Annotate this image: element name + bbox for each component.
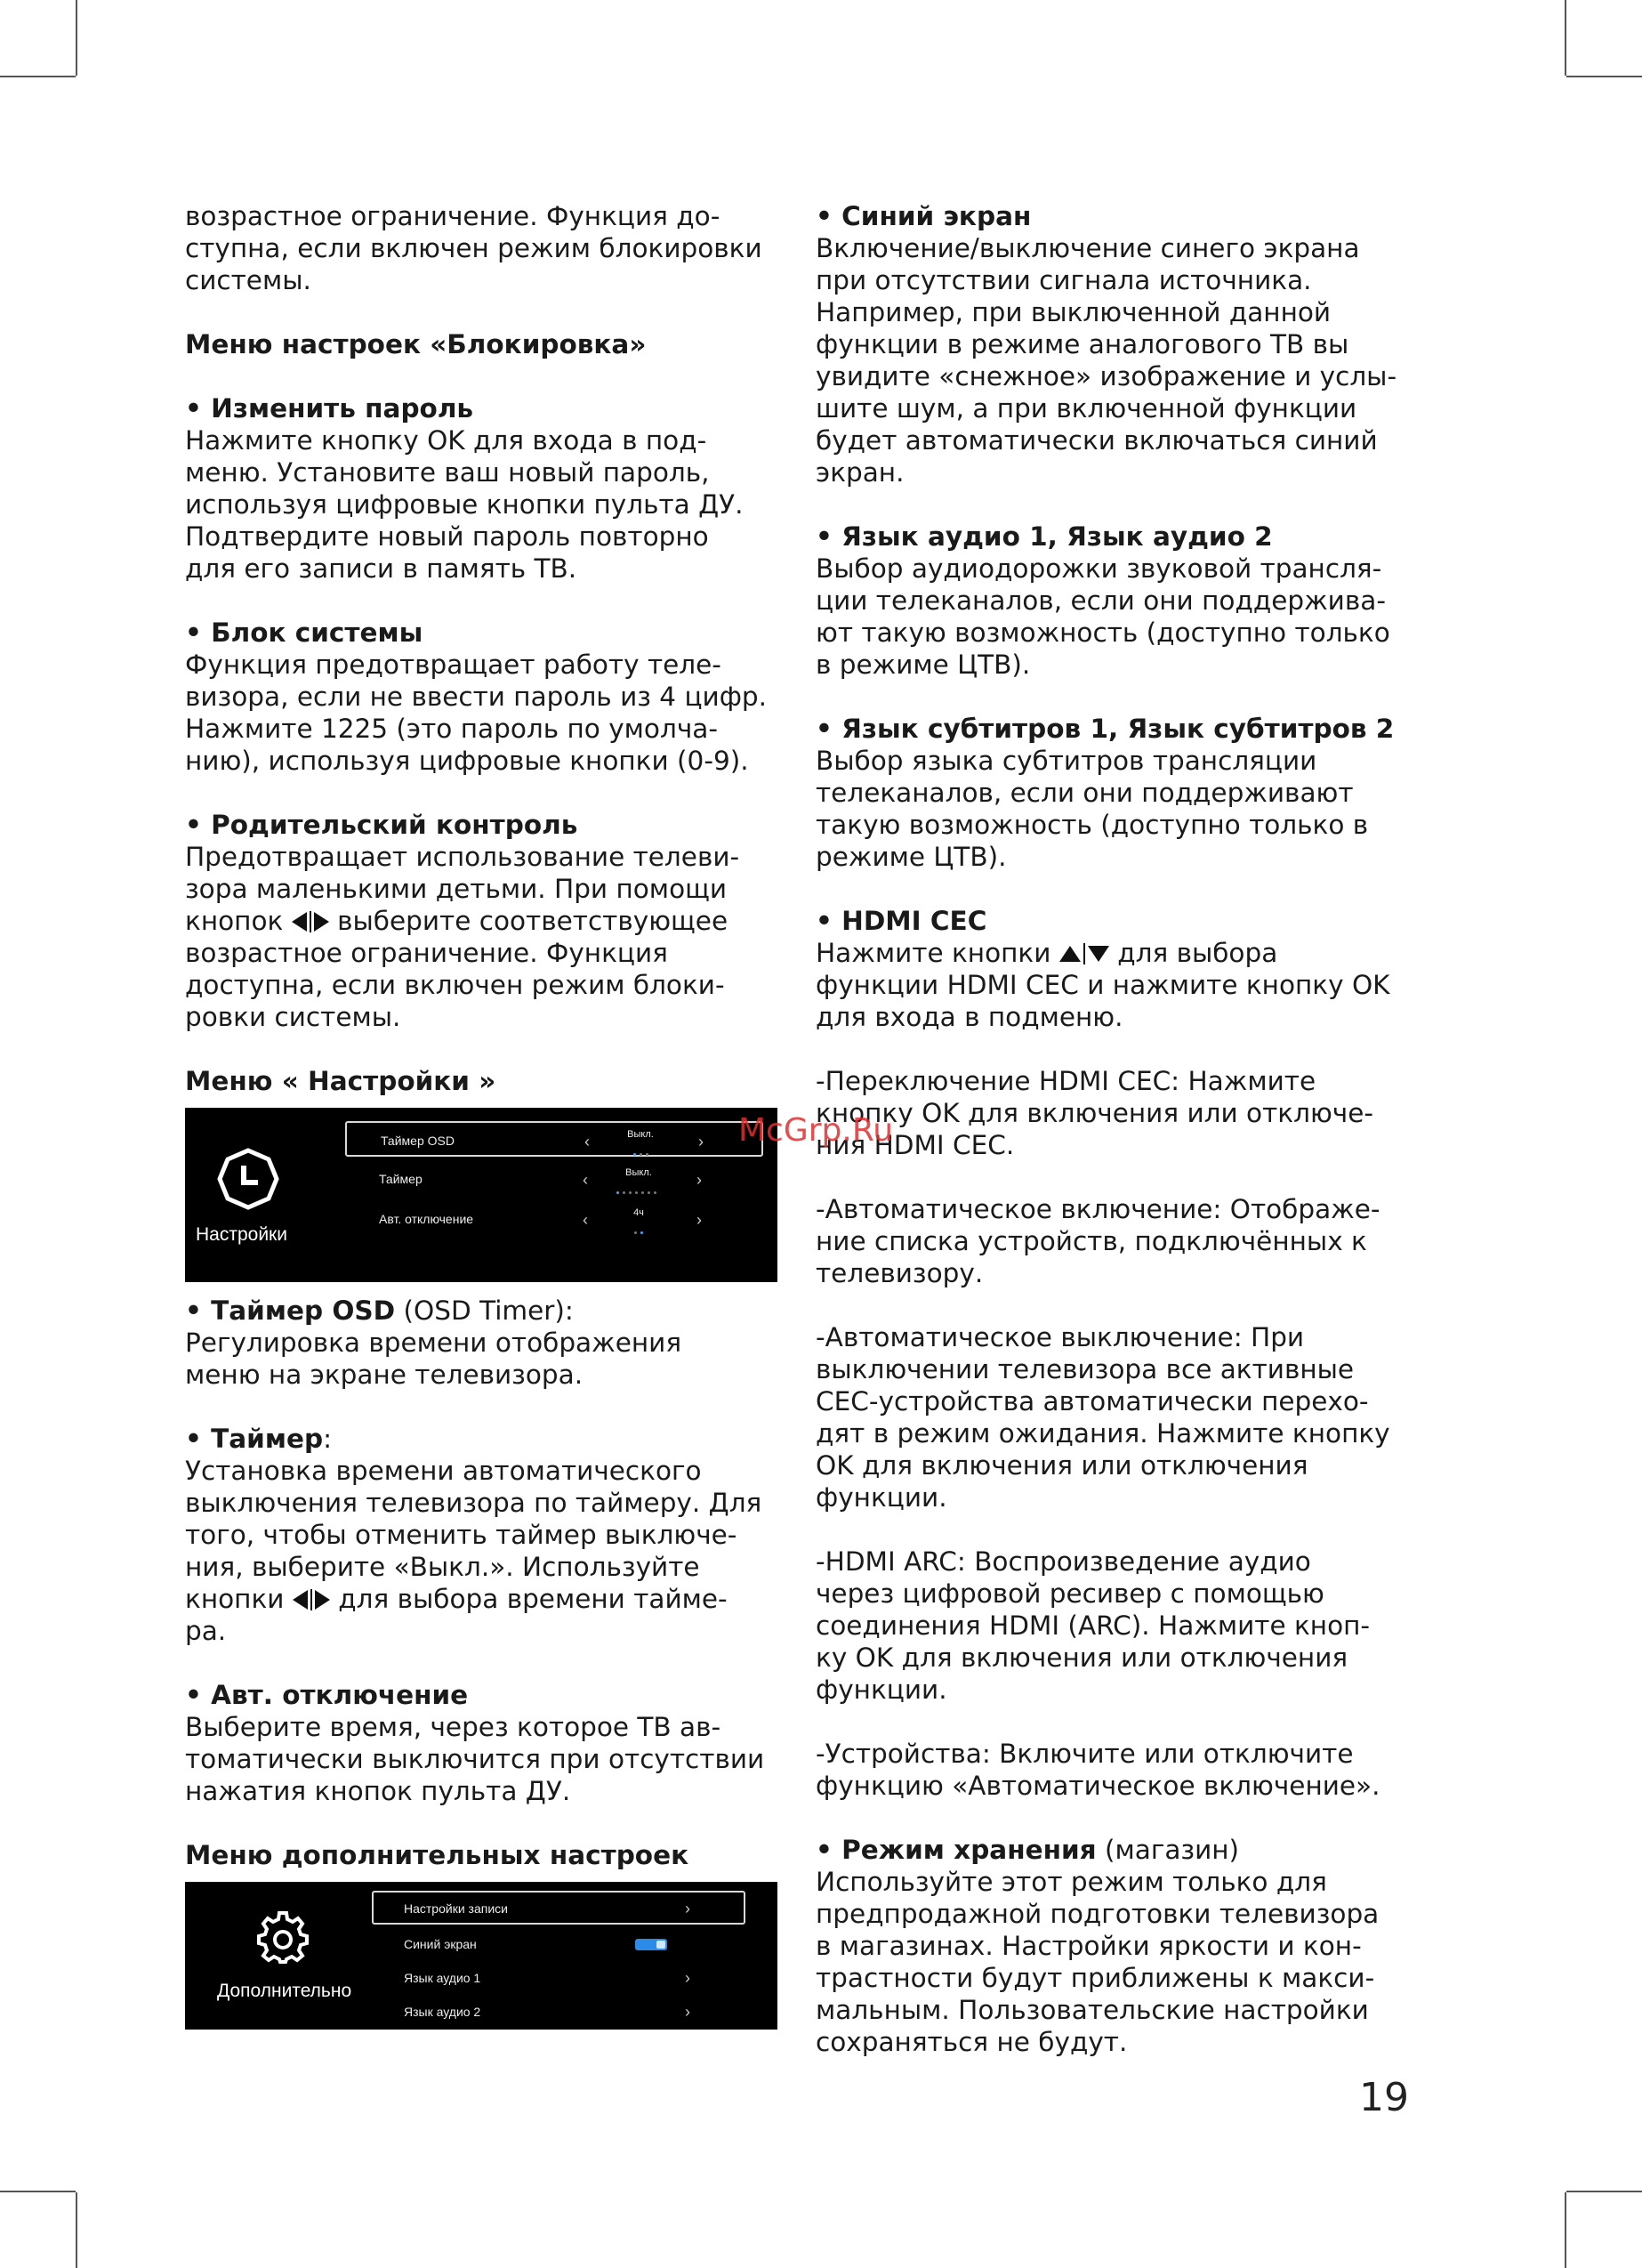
text-line: -Устройства: Включите или отключите bbox=[816, 1739, 1354, 1769]
text-line: OK для включения или отключения bbox=[816, 1450, 1308, 1481]
menu-row-value: Выкл. bbox=[627, 1129, 654, 1140]
text-line: экран. bbox=[816, 457, 905, 488]
chevron-right-icon[interactable]: › bbox=[685, 1969, 690, 1987]
text-line: Используйте этот режим только для bbox=[816, 1867, 1327, 1897]
section-title: • Блок системы bbox=[185, 617, 423, 648]
text-fragment: (OSD Timer): bbox=[395, 1295, 574, 1326]
text-line: выключении телевизора все активные bbox=[816, 1354, 1355, 1384]
tv-menu-title: Дополнительно bbox=[217, 1981, 352, 2001]
blue-screen-section bbox=[816, 200, 1413, 488]
text-fragment: : bbox=[323, 1424, 333, 1454]
menu-row-label: Таймер OSD bbox=[381, 1134, 455, 1148]
text-line: ния, выберите «Выкл.». Используйте bbox=[185, 1552, 700, 1582]
text-line: того, чтобы отменить таймер выключе- bbox=[185, 1520, 737, 1550]
text-line: трастности будут приближены к макси- bbox=[816, 1963, 1375, 1993]
text-line: мальным. Пользовательские настройки bbox=[816, 1995, 1369, 2025]
menu-row-label: Язык аудио 2 bbox=[404, 2005, 481, 2019]
value-indicator bbox=[616, 1182, 660, 1186]
text-line: Выбор аудиодорожки звуковой трансля- bbox=[816, 553, 1382, 584]
text-fragment: выберите соответствующее bbox=[337, 906, 728, 936]
text-line: функции. bbox=[816, 1675, 947, 1705]
triangle-down-icon bbox=[1088, 946, 1109, 962]
text-line: функцию «Автоматическое включение». bbox=[816, 1771, 1380, 1801]
menu-row-auto-off[interactable] bbox=[345, 1201, 763, 1237]
change-password-section bbox=[185, 392, 783, 585]
value-indicator bbox=[633, 1144, 652, 1148]
text-line: дят в режим ожидания. Нажмите кнопку bbox=[816, 1418, 1390, 1449]
text-line: Подтвердите новый пароль повторно bbox=[185, 521, 709, 552]
text-line: меню на экране телевизора. bbox=[185, 1360, 584, 1390]
text-line: ции телеканалов, если они поддержива- bbox=[816, 585, 1386, 616]
menu-row-label: Авт. отключение bbox=[379, 1212, 474, 1226]
tv-advanced-menu bbox=[185, 1882, 777, 2030]
text-line: Установка времени автоматического bbox=[185, 1456, 702, 1486]
menu-row-label: Настройки записи bbox=[404, 1901, 508, 1916]
text-fragment: • Режим хранения bbox=[816, 1835, 1097, 1865]
crop-mark bbox=[1565, 0, 1566, 76]
right-column bbox=[816, 200, 1413, 2058]
text-line: -Переключение HDMI CEC: Нажмите bbox=[816, 1066, 1316, 1096]
text-line: Нажмите 1225 (это пароль по умолча- bbox=[185, 714, 718, 744]
text-line: для его записи в память ТВ. bbox=[185, 553, 577, 584]
section-title bbox=[185, 1423, 783, 1455]
text-line: Предотвращает использование телеви- bbox=[185, 842, 740, 872]
clock-icon bbox=[217, 1148, 279, 1210]
text-line: визора, если не ввести пароль из 4 цифр. bbox=[185, 682, 768, 712]
section-title bbox=[816, 1834, 1413, 1866]
watermark: McGrp.Ru bbox=[738, 1112, 894, 1149]
text-line: Выбор языка субтитров трансляции bbox=[816, 746, 1317, 776]
text-line: при отсутствии сигнала источника. bbox=[816, 265, 1312, 295]
text-line: предпродажной подготовки телевизора bbox=[816, 1899, 1380, 1929]
crop-mark bbox=[1565, 2192, 1566, 2268]
text-line: ния HDMI CEC. bbox=[816, 1130, 1015, 1160]
hdmi-cec-section bbox=[816, 905, 1413, 1033]
store-mode-section bbox=[816, 1834, 1413, 2058]
devices-paragraph bbox=[816, 1738, 1413, 1802]
text-line: для входа в подменю. bbox=[816, 1002, 1123, 1032]
auto-on-paragraph bbox=[816, 1193, 1413, 1289]
chevron-right-icon[interactable]: › bbox=[685, 1900, 690, 1917]
triangle-up-icon bbox=[1059, 946, 1081, 962]
text-line: Функция предотвращает работу теле- bbox=[185, 650, 721, 680]
crop-mark bbox=[0, 76, 76, 77]
text-line: нию), используя цифровые кнопки (0-9). bbox=[185, 746, 749, 776]
text-fragment: кнопки bbox=[185, 1584, 285, 1614]
text-line bbox=[185, 1583, 783, 1615]
menu-row-label: Таймер bbox=[379, 1172, 423, 1186]
chevron-left-icon[interactable]: ‹ bbox=[584, 1133, 590, 1150]
section-title: • Изменить пароль bbox=[185, 393, 474, 424]
text-line: в магазинах. Настройки яркости и кон- bbox=[816, 1931, 1362, 1961]
lock-menu-heading: Меню настроек «Блокировка» bbox=[185, 329, 647, 359]
text-line: функции в режиме аналогового ТВ вы bbox=[816, 329, 1349, 359]
tv-settings-menu bbox=[185, 1108, 777, 1282]
text-line: ние списка устройств, подключённых к bbox=[816, 1226, 1367, 1256]
text-line: томатически выключится при отсутствии bbox=[185, 1744, 765, 1774]
text-line: Регулировка времени отображения bbox=[185, 1328, 682, 1358]
divider-icon bbox=[310, 911, 311, 932]
menu-row-value: 4ч bbox=[633, 1207, 644, 1218]
menu-row-audio-lang-1[interactable] bbox=[372, 1962, 745, 1994]
section-title: • Язык аудио 1, Язык аудио 2 bbox=[816, 521, 1273, 552]
section-title: • Родительский контроль bbox=[185, 810, 578, 840]
section-title: • Язык субтитров 1, Язык субтитров 2 bbox=[816, 714, 1395, 744]
text-line: CEC-устройства автоматически перехо- bbox=[816, 1386, 1369, 1416]
text-line: будет автоматически включаться синий bbox=[816, 425, 1378, 456]
section-title: • Авт. отключение bbox=[185, 1680, 469, 1710]
text-line: системы. bbox=[185, 265, 311, 295]
triangle-right-icon bbox=[315, 1590, 330, 1610]
text-fragment: • Таймер OSD bbox=[185, 1295, 396, 1326]
text-fragment: Нажмите кнопки bbox=[816, 938, 1051, 968]
blue-screen-toggle[interactable] bbox=[635, 1939, 667, 1950]
timer-section bbox=[185, 1423, 783, 1647]
text-line: такую возможность (доступно только в bbox=[816, 810, 1369, 840]
text-line: Выберите время, через которое ТВ ав- bbox=[185, 1712, 721, 1742]
text-line: -Автоматическое включение: Отображе- bbox=[816, 1194, 1380, 1224]
text-line: кнопку OK для включения или отключе- bbox=[816, 1098, 1374, 1128]
triangle-right-icon bbox=[314, 912, 329, 932]
system-lock-section bbox=[185, 617, 783, 777]
intro-paragraph bbox=[185, 200, 783, 296]
text-line: функции. bbox=[816, 1482, 947, 1513]
menu-row-blue-screen[interactable] bbox=[372, 1928, 745, 1960]
auto-off-section bbox=[185, 1679, 783, 1807]
osd-timer-section bbox=[185, 1295, 783, 1391]
text-line: выключения телевизора по таймеру. Для bbox=[185, 1488, 762, 1518]
left-column bbox=[185, 200, 783, 2030]
text-line: Нажмите кнопку OK для входа в под- bbox=[185, 425, 707, 456]
advanced-menu-heading: Меню дополнительных настроек bbox=[185, 1840, 689, 1870]
chevron-left-icon[interactable]: ‹ bbox=[583, 1211, 588, 1229]
text-line: в режиме ЦТВ). bbox=[816, 650, 1031, 680]
text-line: ступна, если включен режим блокировки bbox=[185, 233, 762, 263]
text-fragment: для выбора bbox=[1117, 938, 1278, 968]
text-fragment: для выбора времени тайме- bbox=[338, 1584, 728, 1614]
text-line: ра. bbox=[185, 1616, 227, 1646]
text-line bbox=[816, 937, 1413, 969]
audio-language-section bbox=[816, 521, 1413, 681]
text-fragment: • Таймер bbox=[185, 1424, 324, 1454]
menu-row-label: Синий экран bbox=[404, 1937, 477, 1951]
text-line: шите шум, а при включенной функции bbox=[816, 393, 1357, 424]
section-title bbox=[185, 1295, 783, 1327]
triangle-left-icon bbox=[293, 1590, 308, 1610]
text-line: сохраняться не будут. bbox=[816, 2027, 1128, 2057]
section-title: • HDMI CEC bbox=[816, 906, 987, 936]
menu-row-audio-lang-2[interactable] bbox=[372, 1996, 745, 2028]
tv-menu-title: Настройки bbox=[196, 1224, 287, 1245]
text-line: телеканалов, если они поддерживают bbox=[816, 778, 1354, 808]
crop-mark bbox=[1566, 2191, 1642, 2192]
text-line: -Автоматическое выключение: При bbox=[816, 1322, 1305, 1352]
cec-switch-paragraph bbox=[816, 1065, 1413, 1161]
text-line: возрастное ограничение. Функция bbox=[185, 938, 668, 968]
text-line: через цифровой ресивер с помощью bbox=[816, 1578, 1324, 1609]
value-indicator bbox=[634, 1223, 647, 1226]
auto-standby-paragraph bbox=[816, 1321, 1413, 1513]
text-line bbox=[185, 905, 783, 937]
text-line: функции HDMI CEC и нажмите кнопку OK bbox=[816, 970, 1390, 1000]
menu-row-recording-settings[interactable] bbox=[372, 1891, 745, 1925]
text-line: увидите «снежное» изображение и услы- bbox=[816, 361, 1397, 391]
text-line: режиме ЦТВ). bbox=[816, 842, 1007, 872]
text-line: ровки системы. bbox=[185, 1002, 401, 1032]
text-line: соединения HDMI (ARC). Нажмите кноп- bbox=[816, 1610, 1371, 1641]
divider-icon bbox=[1083, 943, 1085, 965]
text-line: меню. Установите ваш новый пароль, bbox=[185, 457, 710, 488]
menu-row-osd-timer[interactable] bbox=[345, 1121, 763, 1157]
text-line: телевизору. bbox=[816, 1258, 984, 1288]
page-number: 19 bbox=[1359, 2075, 1409, 2120]
text-line: используя цифровые кнопки пульта ДУ. bbox=[185, 489, 744, 520]
chevron-left-icon[interactable]: ‹ bbox=[583, 1171, 588, 1189]
menu-row-value: Выкл. bbox=[625, 1167, 652, 1178]
text-line: Включение/выключение синего экрана bbox=[816, 233, 1360, 263]
settings-menu-heading: Меню « Настройки » bbox=[185, 1066, 496, 1096]
text-line: доступна, если включен режим блоки- bbox=[185, 970, 725, 1000]
chevron-right-icon[interactable]: › bbox=[698, 1133, 704, 1150]
menu-row-timer[interactable] bbox=[345, 1161, 763, 1197]
text-fragment: кнопок bbox=[185, 906, 284, 936]
divider-icon bbox=[310, 1589, 312, 1610]
section-title: • Синий экран bbox=[816, 201, 1032, 231]
text-line: зора маленькими детьми. При помощи bbox=[185, 874, 728, 904]
gear-icon bbox=[256, 1911, 310, 1965]
text-line: ют такую возможность (доступно только bbox=[816, 617, 1390, 648]
chevron-right-icon[interactable]: › bbox=[685, 2003, 690, 2021]
crop-mark bbox=[0, 2191, 76, 2192]
text-line: Например, при выключенной данной bbox=[816, 297, 1332, 327]
crop-mark bbox=[76, 0, 77, 76]
hdmi-arc-paragraph bbox=[816, 1546, 1413, 1706]
triangle-left-icon bbox=[292, 912, 307, 932]
text-line: -HDMI ARC: Воспроизведение аудио bbox=[816, 1546, 1311, 1577]
menu-row-label: Язык аудио 1 bbox=[404, 1971, 481, 1985]
chevron-right-icon[interactable]: › bbox=[696, 1171, 702, 1189]
text-line: нажатия кнопок пульта ДУ. bbox=[185, 1776, 571, 1806]
chevron-right-icon[interactable]: › bbox=[696, 1211, 702, 1229]
crop-mark bbox=[1566, 76, 1642, 77]
subtitle-language-section bbox=[816, 713, 1413, 873]
parental-control-section bbox=[185, 809, 783, 1033]
text-line: ку OK для включения или отключения bbox=[816, 1642, 1348, 1673]
text-fragment: (магазин) bbox=[1096, 1835, 1240, 1865]
crop-mark bbox=[76, 2192, 77, 2268]
text-line: возрастное ограничение. Функция до- bbox=[185, 201, 720, 231]
